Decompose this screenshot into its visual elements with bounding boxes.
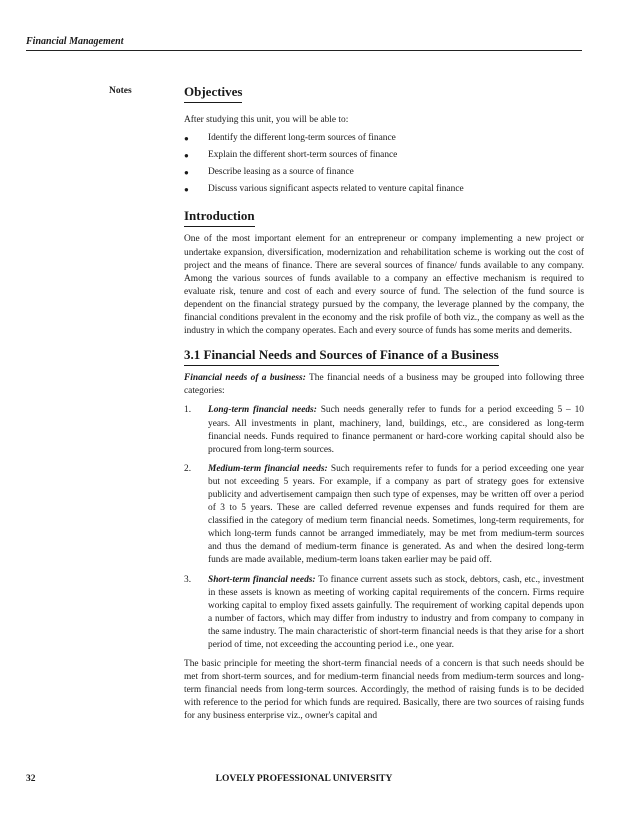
introduction-body: One of the most important element for an entrepreneur or company implementing a new project or undertake expansion, diversification, modernization and rehabilitation scheme is working out the cost of project and the means of finance. There are several sources of finance/ funds available to any company. Among the various sources of funds available to a company an effective mechanism is required to evaluate risk, tenure and cost of each and every source of fund. The selection of the fund source is dependent on the financial strategy pursued by the company, the leverage planned by the company, the financial conditions prevalent in the economy and the risk profile of both viz., the company as well as the industry in which the company operates. Each and every source of funds has some merits and demerits. <box>184 234 584 337</box>
objectives-heading: Objectives <box>184 84 242 103</box>
item-text: Such requirements refer to funds for a period exceeding one year but not exceeding 5 years. For example, if a company as part of strategy goes for extensive publicity and advertisement campaign then such type of expenses, may be written off over a period of 3 to 5 years. These are called deferred revenue expenses and funds required for them are classified in the category of medium term financial needs. Sometimes, long-term requirements, for which long-term funds cannot be arranged immediately, may be met from medium-term sources and thus the demand of medium-term finance is generated. As and when the desired long-term funds are made available, medium-term loans taken earlier may be paid off. <box>208 463 584 566</box>
objective-text: Discuss various significant aspects related to venture capital finance <box>208 184 464 195</box>
item-term: Medium-term financial needs: <box>208 463 328 474</box>
list-item <box>184 183 584 196</box>
bullet-icon: ● <box>184 168 189 178</box>
item-text: Such needs generally refer to funds for a period exceeding 5 – 10 years. All investments in plant, machinery, land, buildings, etc., are considered as long-term financial needs. Funds required to finance permanent or hard-core working capital should also be procured from long-term sources. <box>208 405 584 455</box>
objective-text: Explain the different short-term sources of finance <box>208 150 398 161</box>
objective-text: Describe leasing as a source of finance <box>208 167 354 178</box>
section-intro-text: The financial needs of a business may be grouped into following three categories: <box>184 373 584 397</box>
margin-note: Notes <box>109 86 132 96</box>
objectives-lead: After studying this unit, you will be able to: <box>184 115 349 125</box>
bullet-icon: ● <box>184 185 189 195</box>
objective-text: Identify the different long-term sources of finance <box>208 133 396 144</box>
item-term: Short-term financial needs: <box>208 574 316 585</box>
section-intro <box>184 372 584 398</box>
bullet-icon: ● <box>184 151 189 161</box>
bullet-icon: ● <box>184 134 189 144</box>
list-item <box>184 149 584 162</box>
item-number: 1. <box>184 405 192 416</box>
item-number: 3. <box>184 574 192 585</box>
footer-university: LOVELY PROFESSIONAL UNIVERSITY <box>215 774 393 784</box>
section-heading: 3.1 Financial Needs and Sources of Finance of a Business <box>184 347 499 366</box>
header-title: Financial Management <box>26 36 124 47</box>
list-item <box>184 132 584 145</box>
item-text: To finance current assets such as stock, debtors, cash, etc., investment in these assets is known as meeting of working capital requirements of the concern. Firms require working capital to employ fixed assets gainfully. The requirement of working capital depends upon a number of factors, which may differ from industry to industry and from company to company in the same industry. The main characteristic of short-term financial needs is that they arise for a short period of time, not exceeding the accounting period i.e., one year. <box>208 574 585 650</box>
categories-list <box>184 404 584 652</box>
item-term: Long-term financial needs: <box>208 405 317 416</box>
list-item <box>184 166 584 179</box>
running-header <box>26 36 582 51</box>
list-item <box>184 463 584 568</box>
item-number: 2. <box>184 463 192 474</box>
objectives-list <box>184 132 584 196</box>
list-item <box>184 404 584 456</box>
list-item <box>184 574 584 653</box>
section-intro-term: Financial needs of a business: <box>184 373 306 384</box>
introduction-heading: Introduction <box>184 208 255 227</box>
page-number: 32 <box>26 774 36 784</box>
main-content <box>184 83 584 724</box>
closing-paragraph: The basic principle for meeting the short-term financial needs of a concern is that such needs should be met from short-term sources, and for medium-term financial needs from medium-term sources and long-term financial needs from long-term sources. Accordingly, the method of raising funds is to be decided with reference to the period for which funds are required. Basically, there are two sources of raising funds for any business enterprise viz., owner's capital and <box>184 659 584 722</box>
